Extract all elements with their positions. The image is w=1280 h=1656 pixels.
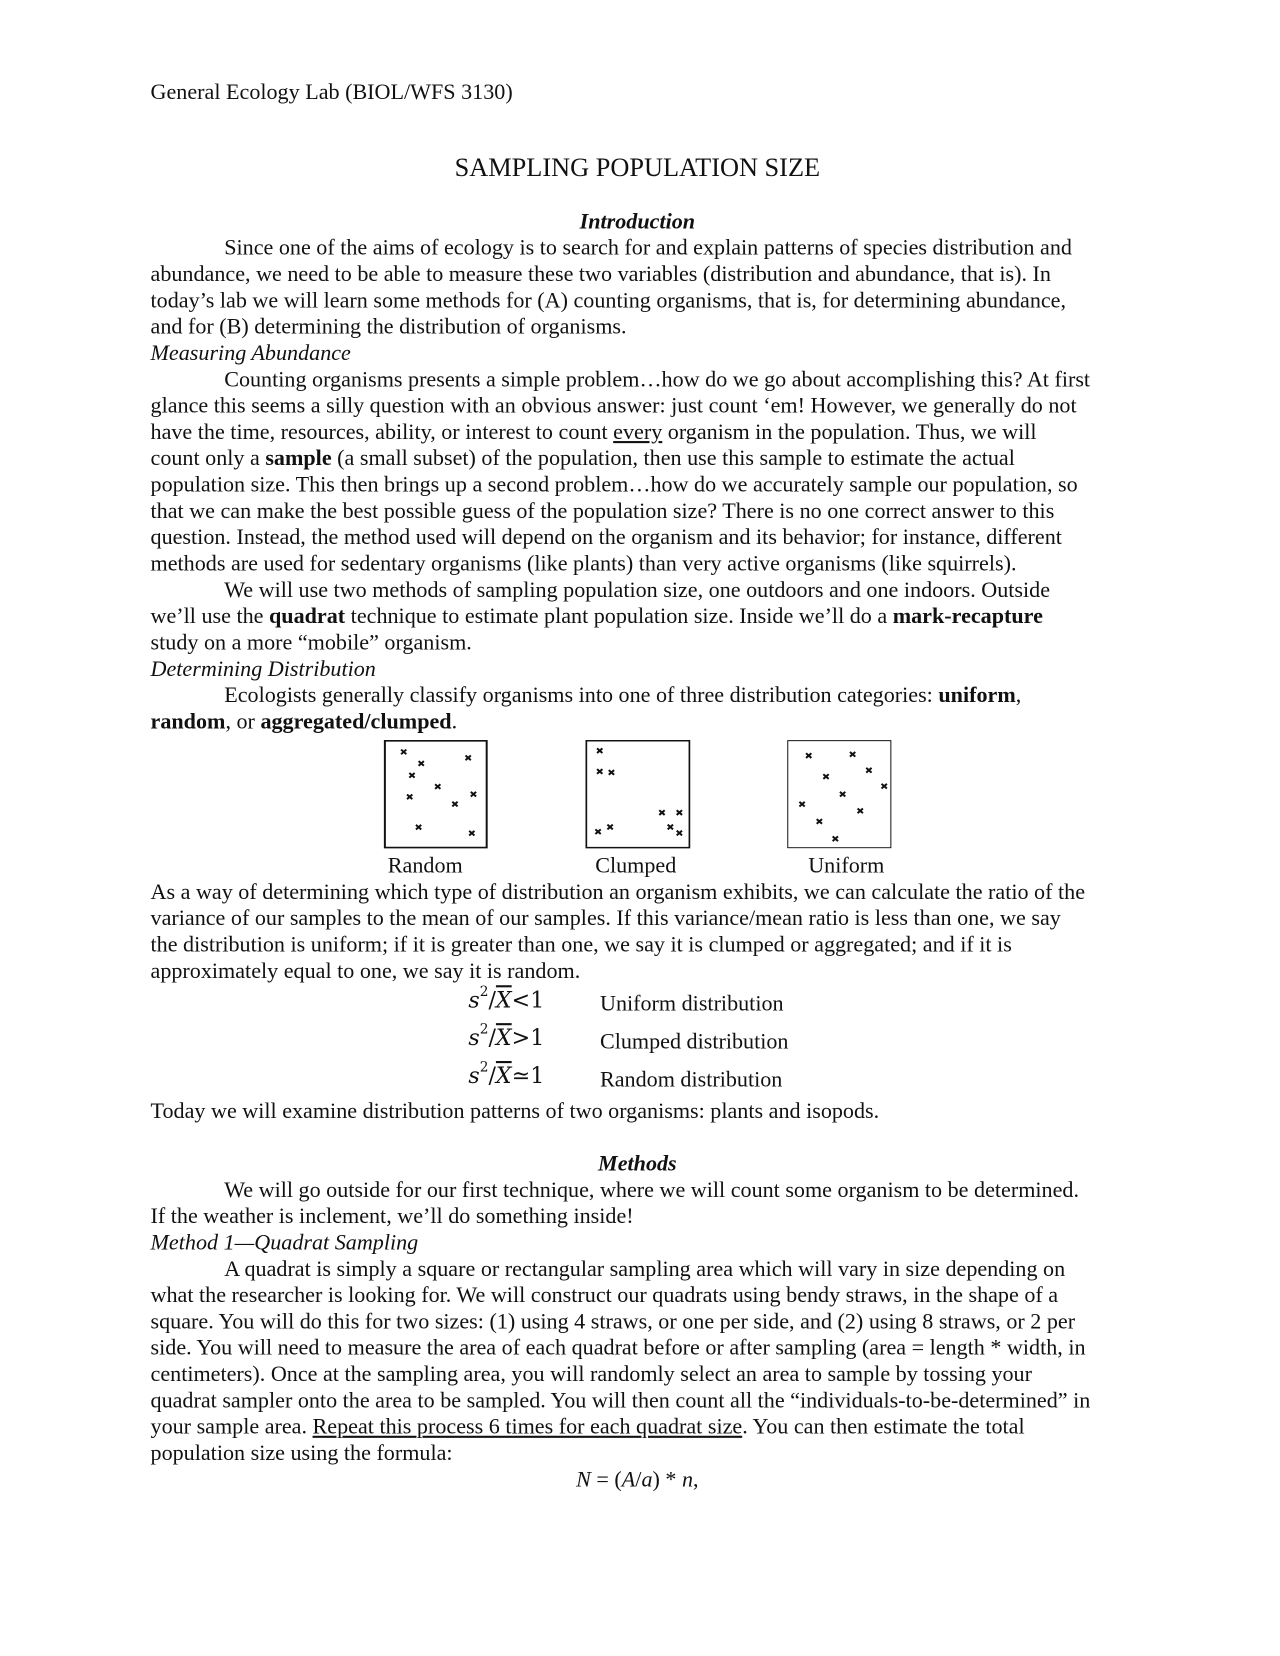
- underlined-text: every: [613, 418, 663, 445]
- divide-sign: /: [488, 1025, 496, 1051]
- variance-mean-ratio-formulas: [151, 984, 1204, 1098]
- text-run: = (: [590, 1466, 622, 1492]
- variance-symbol: s: [468, 1025, 480, 1051]
- formula-label: Random distribution: [599, 1066, 783, 1092]
- text-run: We will go outside for our first technique, where we will count some organism to be determined. If the weather is inclement, we’ll do something inside!: [150, 1176, 1079, 1229]
- document-title: SAMPLING POPULATION SIZE: [454, 153, 821, 183]
- text-run: Counting organisms presents a simple problem…how do we go about accomplishing this? At first glance this seems a silly question with an obvious answer: just count ‘em! However, we generally do not have the time, resources, ability, or interest to count: [150, 366, 1091, 445]
- text-run: Ecologists generally classify organisms into one of three distribution categories:: [224, 682, 939, 708]
- distribution-figures: [151, 735, 1204, 879]
- formula-label: Uniform distribution: [599, 990, 784, 1016]
- clumped-label: Clumped: [595, 852, 677, 878]
- text-run: ,: [1015, 682, 1022, 708]
- relation-sign: ≃: [511, 1063, 531, 1089]
- uniform-distribution-diagram: [785, 740, 894, 848]
- ratio-formula: [468, 1058, 544, 1090]
- introduction-paragraph: [151, 235, 1204, 340]
- text-run: study on a more “mobile” organism.: [150, 629, 472, 655]
- underlined-text: Repeat this process 6 times for each quadrat size: [312, 1413, 743, 1439]
- mean-symbol: $\overline{X}$: [495, 1025, 512, 1051]
- variance-symbol: s: [468, 987, 480, 1013]
- random-quadrat-box: [382, 740, 489, 848]
- variance-symbol: s: [468, 1063, 480, 1089]
- methods-paragraph-1: [151, 1177, 1204, 1230]
- measuring-abundance-paragraph-1: [151, 366, 1204, 577]
- text-run: . You can then estimate the total population size using the formula:: [150, 1413, 1025, 1466]
- one: 1: [530, 987, 545, 1013]
- uniform-label: Uniform: [808, 852, 885, 878]
- text-run: Since one of the aims of ecology is to search for and explain patterns of species distribution and abundance, we need to be able to measure these two variables (distribution and abundance, that is). In today’s lab we will learn some methods for (A) counting organisms, that is, for determining abundance, and for (B) determining the distribution of organisms.: [150, 234, 1072, 339]
- formula-label: Clumped distribution: [599, 1028, 789, 1054]
- italic-variable: N: [576, 1466, 591, 1492]
- determining-distribution-heading: Determining Distribution: [150, 655, 376, 682]
- text-run: , or: [225, 708, 261, 734]
- mean-symbol: $\overline{X}$: [495, 987, 512, 1013]
- methods-heading: Methods: [598, 1150, 677, 1176]
- measuring-abundance-paragraph-2: [151, 577, 1204, 656]
- divide-sign: /: [488, 987, 496, 1013]
- italic-variable: a: [641, 1466, 653, 1492]
- bold-term: mark-recapture: [892, 603, 1043, 629]
- italic-variable: n: [681, 1466, 694, 1492]
- text-run: (a small subset) of the population, then use this sample to estimate the actual population size. This then brings up a second problem…how do we accurately sample our population, so that we can make the best possible guess of the population size? There is no one correct answer to this question. Instead, the method used will depend on the organism and its behavior; for instance, different methods are used for sedentary organisms (like plants) than very active organisms (like squirrels).: [150, 445, 1078, 576]
- formula-row: [151, 986, 1098, 1024]
- ratio-formula: [468, 1020, 544, 1052]
- exponent: 2: [479, 1059, 489, 1076]
- bold-term: random: [150, 708, 226, 734]
- population-size-formula: [151, 1466, 1125, 1492]
- determining-distribution-paragraph-1: [151, 682, 1204, 735]
- text-run: We will use two methods of sampling population size, one outdoors and one indoors. Outside we’ll use the: [150, 576, 1051, 629]
- relation-sign: <: [511, 987, 531, 1013]
- bold-term: quadrat: [268, 603, 346, 629]
- uniform-quadrat-box: [785, 740, 894, 848]
- divide-sign: /: [488, 1063, 496, 1089]
- bold-term: aggregated/clumped: [260, 708, 452, 734]
- exponent: 2: [479, 984, 489, 1000]
- running-header: General Ecology Lab (BIOL/WFS 3130): [150, 78, 513, 105]
- text-run: .: [451, 708, 458, 734]
- exponent: 2: [479, 1022, 489, 1038]
- bold-term: sample: [265, 445, 332, 471]
- text-run: /: [635, 1466, 642, 1492]
- text-run: A quadrat is simply a square or rectangular sampling area which will vary in size depending on what the researcher is looking for. We will construct our quadrats using bendy straws, in the shape of a square. You will do this for two sizes: (1) using 4 straws, or one per side, and (2) using 8 straws, or 2 per side. You will need to measure the area of each quadrat before or after sampling (area = length * width, in centimeters). Once at the sampling area, you will randomly select an area to sample by tossing your quadrat sampler onto the area to be sampled. You will then count all the “individuals-to-be-determined” in your sample area.: [150, 1255, 1091, 1439]
- one: 1: [530, 1025, 545, 1051]
- bold-term: uniform: [938, 682, 1016, 708]
- introduction-heading: Introduction: [579, 208, 696, 234]
- clumped-distribution-diagram: [584, 740, 691, 848]
- text-run: ) *: [652, 1466, 682, 1492]
- method-1-heading: Method 1—Quadrat Sampling: [150, 1229, 419, 1255]
- relation-sign: >: [511, 1025, 531, 1051]
- text-run: technique to estimate plant population size. Inside we’ll do a: [345, 603, 893, 629]
- one: 1: [530, 1063, 545, 1089]
- text-run: As a way of determining which type of distribution an organism exhibits, we can calculate the ratio of the variance of our samples to the mean of our samples. If this variance/mean ratio is less than one, we say the distribution is uniform; if it is greater than one, we say it is clumped or aggregated; and if it is approximately equal to one, we say it is random.: [150, 878, 1086, 984]
- clumped-quadrat-box: [584, 740, 691, 848]
- measuring-abundance-heading: Measuring Abundance: [150, 339, 351, 366]
- mean-symbol: $\overline{X}$: [495, 1063, 512, 1089]
- determining-distribution-paragraph-2: [151, 879, 1204, 984]
- distribution-closing-sentence: Today we will examine distribution patterns of two organisms: plants and isopods.: [150, 1097, 880, 1124]
- formula-row: [151, 1024, 1098, 1062]
- methods-paragraph-2: [151, 1256, 1204, 1467]
- text-run: ,: [693, 1466, 699, 1492]
- formula-row: [151, 1059, 1098, 1100]
- text-run: organism in the population. Thus, we will count only a: [150, 418, 1037, 471]
- random-distribution-diagram: [382, 740, 489, 848]
- italic-variable: A: [621, 1466, 636, 1492]
- ratio-formula: [468, 982, 544, 1014]
- random-label: Random: [387, 852, 463, 878]
